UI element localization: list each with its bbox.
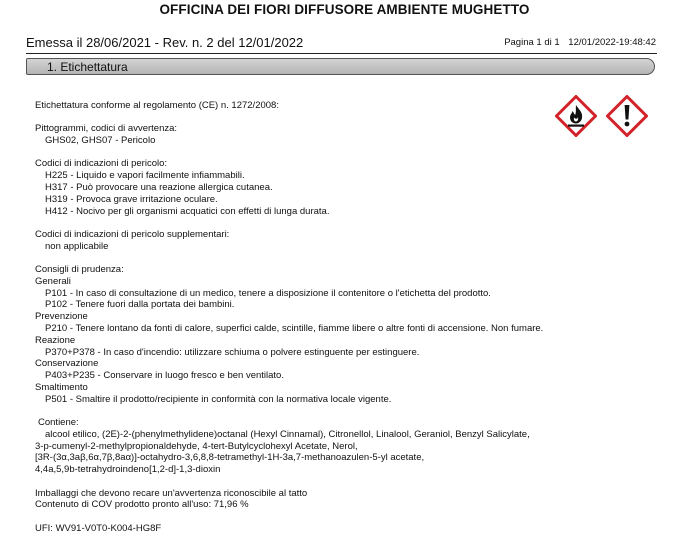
packaging-note: Imballaggi che devono recare un'avvertenza riconoscibile al tatto <box>35 487 308 499</box>
precaution-group-general: Generali <box>35 275 71 287</box>
precaution-heading: Consigli di prudenza: <box>35 263 124 275</box>
print-timestamp: 12/01/2022-19:48:42 <box>568 37 656 48</box>
regulation-text: Etichettatura conforme al regolamento (CE) n. 1272/2008: <box>35 100 279 111</box>
precaution-statement: P102 - Tenere fuori dalla portata dei bambini. <box>45 299 235 311</box>
hazard-statement: H225 - Liquido e vapori facilmente infiammabili. <box>45 170 245 182</box>
contains-line: [3R-(3α,3aβ,6α,7β,8aα)]-octahydro-3,6,8,8-tetramethyl-1H-3a,7-methanoazulen-5-yl acetate, <box>35 452 425 464</box>
labelling-content <box>35 100 645 534</box>
precaution-statement: P101 - In caso di consultazione di un medico, tenere a disposizione il contenitore o l'etichetta del prodotto. <box>45 287 491 299</box>
hazard-statement: H317 - Può provocare una reazione allergica cutanea. <box>45 181 273 193</box>
pictograms-heading: Pittogrammi, codici di avvertenza: <box>35 123 178 135</box>
ufi-code: UFI: WV91-V0T0-K004-HG8F <box>35 522 162 534</box>
precaution-group-disposal: Smaltimento <box>35 381 88 393</box>
precaution-statement: P501 - Smaltire il prodotto/recipiente in conformità con la normativa locale vigente. <box>45 393 392 405</box>
precaution-group-prevention: Prevenzione <box>35 311 88 323</box>
contains-line: alcool etilico, (2E)-2-(phenylmethylidene)octanal (Hexyl Cinnamal), Citronellol, Linalool, Geraniol, Benzyl Salicylate, <box>45 428 530 440</box>
precaution-group-reaction: Reazione <box>35 334 76 346</box>
pictograms-value: GHS02, GHS07 - Pericolo <box>45 135 156 147</box>
contains-line: 3-p-cumenyl-2-methylpropionaldehyde, 4-tert-Butylcyclohexyl Acetate, Nerol, <box>35 440 358 452</box>
issue-info: Emessa il 28/06/2021 - Rev. n. 2 del 12/01/2022 <box>26 35 304 50</box>
document-title: OFFICINA DEI FIORI DIFFUSORE AMBIENTE MUGHETTO <box>159 2 530 17</box>
voc-note: Contenuto di COV prodotto pronto all'uso: 71,96 % <box>35 499 249 511</box>
precaution-statement: P403+P235 - Conservare in luogo fresco e ben ventilato. <box>45 370 284 382</box>
section-header <box>26 58 655 75</box>
hazard-statement: H412 - Nocivo per gli organismi acquatici con effetti di lunga durata. <box>45 205 330 217</box>
contains-heading: Contiene: <box>38 417 79 429</box>
precaution-statement: P370+P378 - In caso d'incendio: utilizzare schiuma o polvere estinguente per estinguere. <box>45 346 420 358</box>
hazard-heading: Codici di indicazioni di pericolo: <box>35 158 168 170</box>
supplementary-value: non applicabile <box>45 240 109 252</box>
page-info <box>504 37 656 48</box>
section-title: 1. Etichettatura <box>47 60 128 74</box>
hazard-statement: H319 - Provoca grave irritazione oculare. <box>45 193 218 205</box>
page-number: Pagina 1 di 1 <box>504 37 560 48</box>
header-divider <box>26 53 657 54</box>
precaution-statement: P210 - Tenere lontano da fonti di calore, superfici calde, scintille, fiamme libere o altre fonti di accensione. Non fumare. <box>45 322 544 334</box>
supplementary-heading: Codici di indicazioni di pericolo supplementari: <box>35 228 230 240</box>
contains-line: 4,4a,5,9b-tetrahydroindeno[1,2-d]-1,3-dioxin <box>35 464 221 476</box>
precaution-group-storage: Conservazione <box>35 358 99 370</box>
